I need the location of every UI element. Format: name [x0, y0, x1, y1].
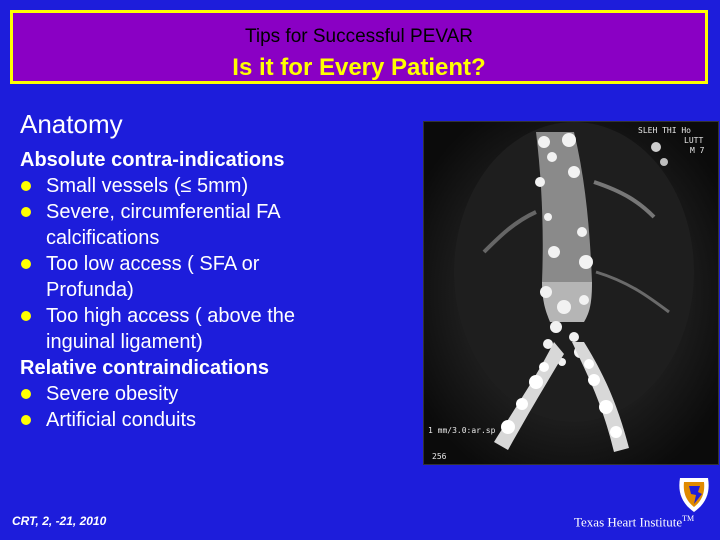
bullet-text: Too low access ( SFA or: [46, 253, 260, 275]
bullet-text: Severe, circumferential FA: [46, 201, 281, 223]
title-banner: [10, 10, 708, 84]
bullet-continuation: calcifications: [46, 227, 160, 249]
absolute-contraindications-heading: Absolute contra-indications: [20, 149, 285, 171]
scan-annotation: LUTT: [684, 136, 704, 145]
bullet-small-vessels: [20, 173, 420, 199]
scan-annotation: 256: [432, 452, 447, 461]
bullet-text: Too high access ( above the: [46, 305, 296, 327]
slide-subtitle: Is it for Every Patient?: [232, 54, 486, 81]
bullet-continuation: inguinal ligament): [46, 331, 203, 353]
section-heading: Anatomy: [20, 109, 123, 139]
bullet-dot-icon: [21, 207, 31, 217]
institute-name: [574, 514, 694, 530]
scan-annotation: 1 mm/3.0:ar.sp: [428, 426, 496, 435]
citation: CRT, 2, -21, 2010: [12, 514, 107, 528]
bullet-severe-obesity: [20, 381, 420, 407]
bullet-text: Small vessels (≤ 5mm): [46, 175, 249, 197]
scan-annotation: M 7: [690, 146, 705, 155]
trademark-mark: TM: [682, 514, 695, 523]
institute-label: Texas Heart Institute: [574, 514, 683, 530]
bullet-too-low-access: [20, 251, 420, 277]
texas-heart-institute-logo-icon: [676, 476, 712, 514]
bullet-calcifications: [20, 199, 420, 225]
ct-angiogram-image: [423, 121, 719, 465]
body-text: [20, 147, 420, 433]
scan-annotation: SLEH THI Ho: [638, 126, 691, 135]
bullet-dot-icon: [21, 181, 31, 191]
bullet-dot-icon: [21, 311, 31, 321]
relative-contraindications-heading: Relative contraindications: [20, 357, 269, 379]
bullet-text: Artificial conduits: [46, 409, 197, 431]
bullet-artificial-conduits: [20, 407, 420, 433]
bullet-continuation: Profunda): [46, 279, 134, 301]
ct-angiogram-drawing: [424, 122, 718, 464]
bullet-dot-icon: [21, 415, 31, 425]
slide-title: Tips for Successful PEVAR: [244, 26, 474, 47]
bullet-dot-icon: [21, 259, 31, 269]
bullet-dot-icon: [21, 389, 31, 399]
bullet-too-high-access: [20, 303, 420, 329]
bullet-text: Severe obesity: [46, 383, 179, 405]
